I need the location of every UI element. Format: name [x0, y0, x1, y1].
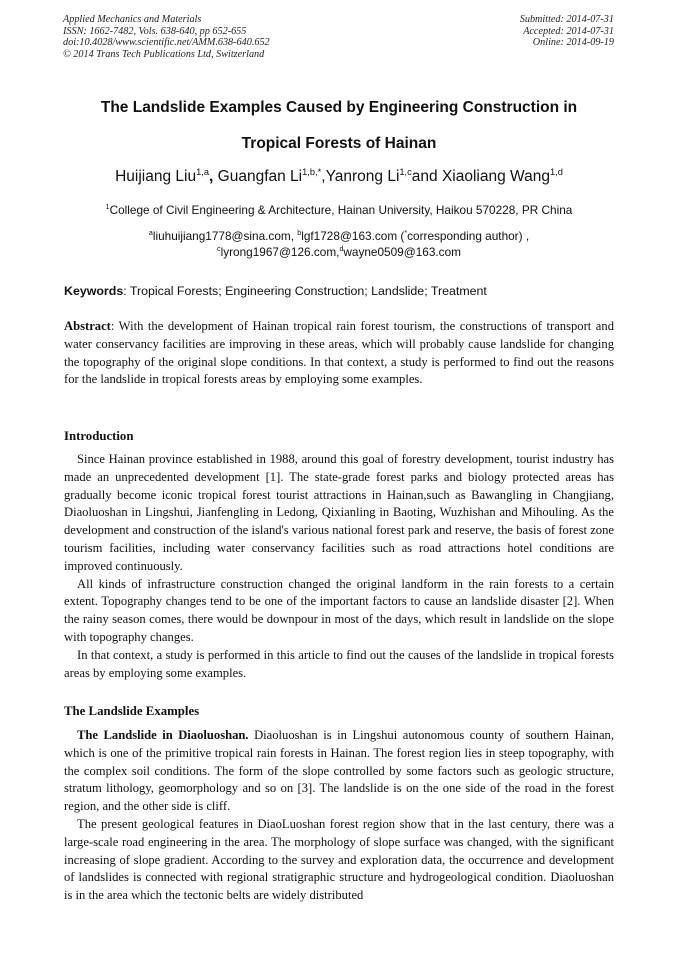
subsection-lead: The Landslide in Diaoluoshan. [77, 728, 249, 742]
copyright-line: © 2014 Trans Tech Publications Ltd, Switzerland [63, 48, 265, 60]
author-name: Guangfan Li [217, 168, 303, 185]
email-line-1 [40, 229, 638, 245]
online-date: Online: 2014-09-19 [532, 37, 614, 49]
author-affil-mark: 1,c [399, 166, 412, 177]
title-line-2: Tropical Forests of Hainan [241, 135, 437, 152]
email-address[interactable]: wayne0509@163.com [343, 244, 461, 259]
affiliation-mark: 1 [105, 203, 110, 212]
affiliation [40, 202, 638, 218]
email-address[interactable]: liuhuijiang1778@sina.com, [152, 229, 298, 243]
paragraph: The present geological features in DiaoLuoshan forest region show that in the last century, there was a large-scale road engineering in the area. The morphology of slope surface was changed, with the significant increasing of slope gradient. According to the survey and exploration data, the occurrence and development of landslides is connected with regional stratigraphic structure and hydrogeological condition. Diaoluoshan is in the area which the tectonic belts are widely distributed [64, 816, 614, 903]
email-address[interactable]: lyrong1967@126.com, [220, 244, 340, 259]
author-name: Xiaoliang Wang [441, 168, 550, 185]
dates-info [520, 14, 614, 49]
email-mark: b [297, 229, 302, 238]
keywords-label: Keywords [64, 284, 124, 298]
section-heading-landslide-examples: The Landslide Examples [64, 704, 200, 718]
email-line-2 [40, 245, 638, 261]
author-name: Huijiang Liu [115, 168, 197, 185]
author-separator: , [321, 168, 326, 185]
paragraph: All kinds of infrastructure construction changed the original landform in the rain forests to a certain extent. Topography changes tend to be one of the important factors to cause an landslide disaster [2]. When the rainy season comes, there would be downpour in most of the days, which result in landslide on the slope with topography changes. [64, 576, 614, 644]
email-address[interactable]: lgf1728@163.com ( [301, 229, 405, 243]
author-affil-mark: 1,b,* [302, 166, 322, 177]
accepted-date: Accepted: 2014-07-31 [523, 25, 614, 37]
corresponding-note: corresponding author) , [407, 229, 530, 243]
author-separator: and [411, 168, 442, 185]
introduction-body [64, 451, 614, 682]
submitted-date: Submitted: 2014-07-31 [519, 14, 614, 25]
author-list [40, 167, 638, 187]
abstract-text: : With the development of Hainan tropical rain forest tourism, the constructions of transport and water conservancy facilities are improving in these areas, which will probably cause landslide for changing the topography of the original slope conditions. In that context, a study is performed to find out the reasons for the landslide in tropical forests areas by employing some examples. [64, 319, 614, 387]
keywords-text: : Tropical Forests; Engineering Construction; Landslide; Treatment [123, 284, 487, 298]
paragraph: In that context, a study is performed in this article to find out the causes of the landslide in tropical forests areas by employing some examples. [64, 647, 614, 680]
author-name: Yanrong Li [325, 168, 400, 185]
keywords [64, 283, 614, 299]
journal-name: Applied Mechanics and Materials [63, 14, 202, 25]
author-affil-mark: 1,a [196, 166, 210, 177]
author-separator: , [209, 168, 218, 185]
email-mark: c [217, 244, 221, 253]
issn-line: ISSN: 1662-7482, Vols. 638-640, pp 652-655 [63, 25, 247, 37]
section-heading-introduction: Introduction [64, 429, 134, 443]
paragraph [64, 727, 614, 816]
title-line-1: The Landslide Examples Caused by Engineering Construction in [100, 99, 578, 116]
landslide-body [64, 727, 614, 905]
email-mark: d [339, 244, 344, 253]
affiliation-text: College of Civil Engineering & Architecture, Hainan University, Haikou 570228, PR China [109, 203, 573, 217]
journal-info [63, 14, 270, 60]
abstract [64, 318, 614, 389]
email-mark: a [148, 229, 153, 238]
paragraph-text: Diaoluoshan is in Lingshui autonomous county of southern Hainan, which is one of the primitive tropical rain forests in Hainan. The forest region lies in steep topography, with the complex soil conditions. The form of the slope controlled by some factors such as geologic structure, stratum lithology, geomorphology and so on [3]. The landslide is on the one side of the road in the forest region, and the other side is cliff. [64, 728, 614, 814]
doi-line: doi:10.4028/www.scientific.net/AMM.638-640.652 [63, 37, 270, 49]
author-affil-mark: 1,d [549, 166, 563, 177]
corresponding-mark: * [404, 229, 408, 238]
paragraph: Since Hainan province established in 1988, around this goal of forestry development, tourist industry has made an unprecedented development [1]. The state-grade forest parks and biology protected areas has gradually become iconic tropical forest tourist attractions in Hainan,such as Bawangling in Changjiang, Diaoluoshan in Lingshui, Jianfengling in Ledong, Qixianling in Baoting, Wuzhishan and Mihouling. As the development and construction of the island's various national forest park and reserve, the basis of forest zone tourism facilities, including water conservancy facilities such as road attractions hotel conditions are improved continuously. [64, 452, 614, 573]
abstract-label: Abstract [64, 319, 111, 333]
paper-title [40, 90, 638, 162]
author-emails [40, 229, 638, 260]
